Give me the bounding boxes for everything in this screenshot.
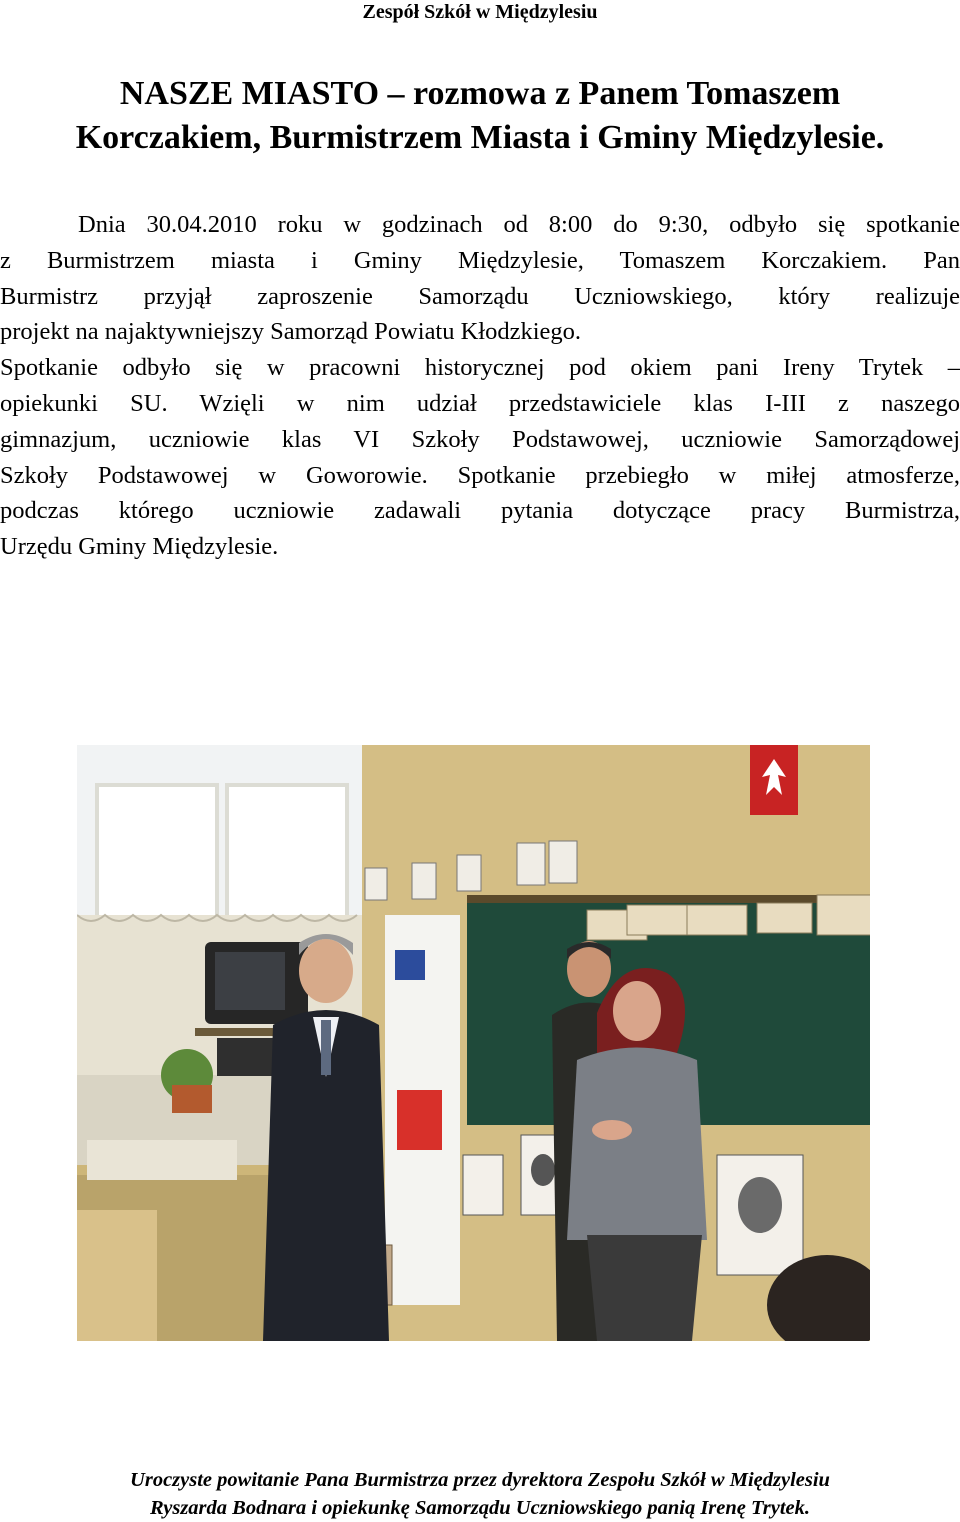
article-line-6: opiekunki SU. Wzięli w nim udział przedstawiciele klas I-III z naszego (0, 389, 960, 417)
eu-flag (395, 950, 425, 980)
article-line-1: Dnia 30.04.2010 roku w godzinach od 8:00 do 9:30, odbyło się spotkanie (78, 211, 960, 238)
photo-caption-line-1: Uroczyste powitanie Pana Burmistrza przez dyrektora Zespołu Szkół w Międzylesiu (130, 1469, 830, 1491)
photo-caption-line-2: Ryszarda Bodnara i opiekunkę Samorządu Uczniowskiego panią Irenę Trytek. (149, 1497, 811, 1519)
meeting-photo-illustration (77, 745, 870, 1341)
article-line-9: podczas którego uczniowie zadawali pytania dotyczące pracy Burmistrza, (0, 497, 960, 525)
photo-caption (0, 1466, 960, 1522)
article-title (0, 72, 960, 160)
portrait-1 (463, 1155, 503, 1215)
article-line-3: Burmistrz przyjął zaproszenie Samorządu Uczniowskiego, który realizuje (0, 282, 960, 310)
article-line-10: Urzędu Gminy Międzylesie. (0, 533, 279, 561)
article-title-line-1: NASZE MIASTO – rozmowa z Panem Tomaszem (119, 75, 841, 112)
article-body (0, 207, 960, 565)
article-line-8: Szkoły Podstawowej w Goworowie. Spotkanie przebiegło w miłej atmosferze, (0, 461, 960, 489)
school-header: Zespół Szkół w Międzylesiu (362, 1, 598, 23)
meeting-photo (77, 745, 870, 1341)
article-line-4: projekt na najaktywniejszy Samorząd Powiatu Kłodzkiego. (0, 318, 582, 346)
article-line-2: z Burmistrzem miasta i Gminy Międzylesie, Tomaszem Korczakiem. Pan (0, 246, 960, 274)
article-line-7: gimnazjum, uczniowie klas VI Szkoły Podstawowej, uczniowie Samorządowej (0, 425, 960, 453)
article-line-5: Spotkanie odbyło się w pracowni historycznej pod okiem pani Ireny Trytek – (0, 354, 960, 382)
article-title-line-2: Korczakiem, Burmistrzem Miasta i Gminy Międzylesie. (75, 119, 885, 156)
